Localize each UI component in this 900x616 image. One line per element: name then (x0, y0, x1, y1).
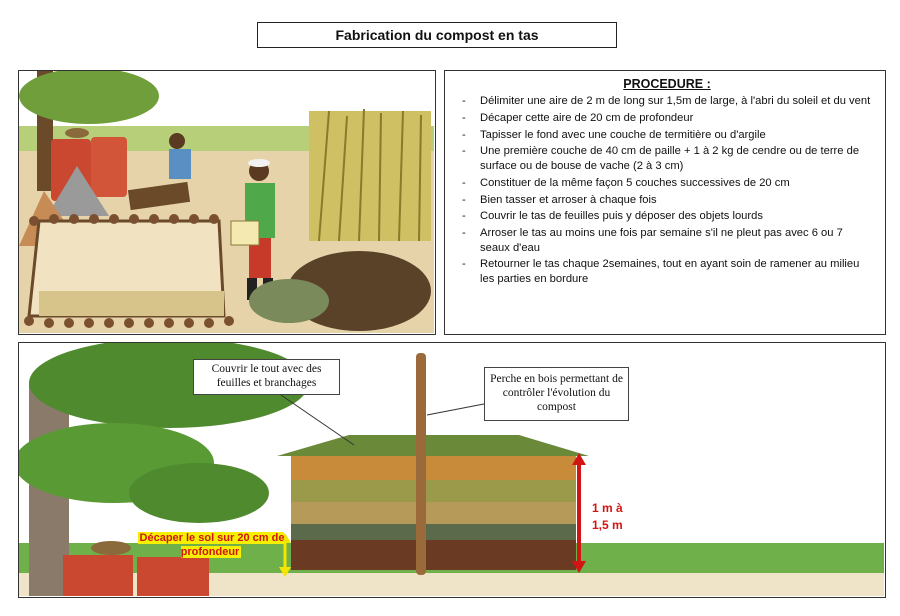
compost-layers (277, 435, 589, 570)
tree-foliage (129, 463, 269, 523)
procedure-list (459, 94, 875, 287)
procedure-step: - Tapisser le fond avec une couche de termitière ou d'argile (459, 128, 875, 143)
straw-layer (39, 291, 224, 316)
procedure-panel (444, 70, 886, 335)
procedure-step: - Couvrir le tas de feuilles puis y déposer des objets lourds (459, 209, 875, 224)
procedure-step: - Une première couche de 40 cm de paille + 1 à 2 kg de cendre ou de terre de surface ou de bouse de vache (2 à 3 cm) (459, 144, 875, 173)
barrel (137, 557, 209, 596)
callout-cover-leaves: Couvrir le tout avec des feuilles et branchages (193, 359, 340, 395)
procedure-heading: PROCEDURE : (623, 77, 711, 91)
heap-height-label: 1 m à 1,5 m (592, 501, 623, 532)
bowl (65, 128, 89, 138)
callout-wooden-perch: Perche en bois permettant de contrôler l'évolution du compost (484, 367, 629, 421)
procedure-step: - Décaper cette aire de 20 cm de profondeur (459, 111, 875, 126)
procedure-step: - Délimiter une aire de 2 m de long sur 1,5m de large, à l'abri du soleil et du vent (459, 94, 875, 109)
illustration-compost-pit (18, 70, 436, 335)
leaf-heap (249, 279, 329, 323)
barrel (91, 137, 127, 197)
procedure-step: - Constituer de la même façon 5 couches successives de 20 cm (459, 176, 875, 191)
dig-depth-text: Décaper le sol sur 20 cm de profondeur (139, 532, 285, 558)
compost-pit-scene (19, 71, 434, 333)
barrel (63, 555, 133, 596)
page-title: Fabrication du compost en tas (257, 22, 617, 48)
illustration-compost-heap (18, 342, 886, 598)
dig-depth-label (137, 531, 285, 559)
procedure-step: - Bien tasser et arroser à chaque fois (459, 193, 875, 208)
wooden-perch (416, 353, 426, 575)
bowl (91, 541, 131, 555)
procedure-step: - Retourner le tas chaque 2semaines, tout en ayant soin de ramener au milieu les parties en bordure (459, 257, 875, 286)
procedure-step: - Arroser le tas au moins une fois par semaine s'il ne pleut pas avec 6 ou 7 seaux d'eau (459, 226, 875, 255)
